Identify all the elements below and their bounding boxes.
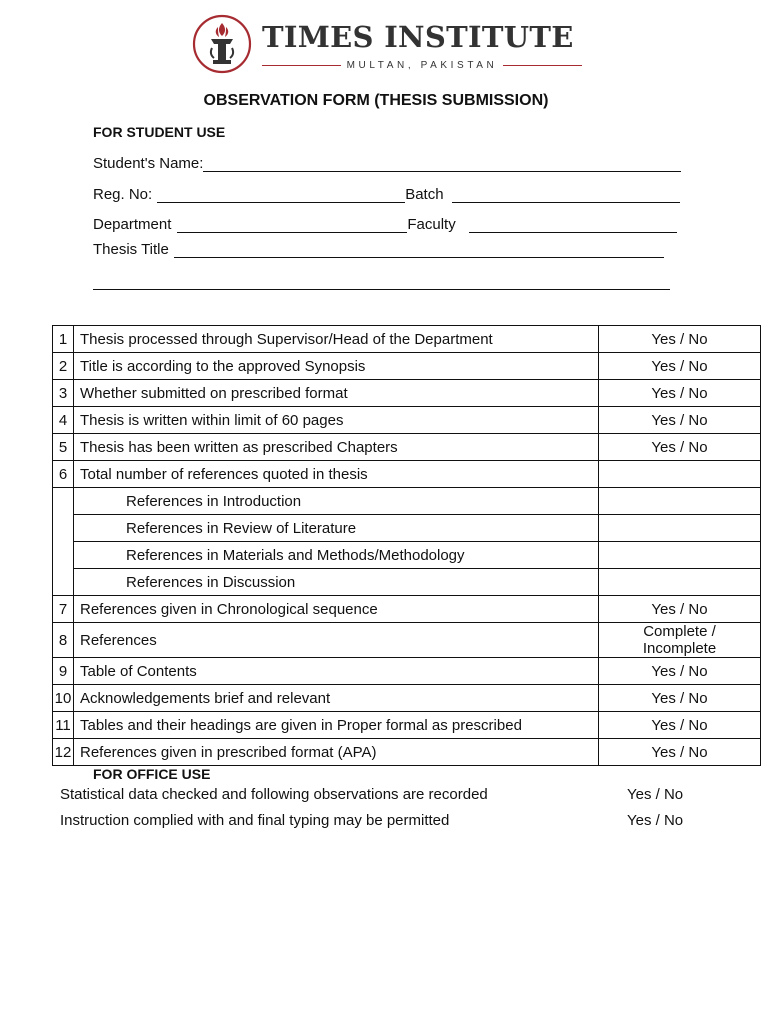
row-number: 10 (53, 685, 74, 712)
office-question: Statistical data checked and following observations are recorded (60, 786, 488, 803)
row-number: 7 (53, 596, 74, 623)
divider (262, 65, 341, 66)
row-answer[interactable]: Yes / No (599, 739, 761, 766)
row-item: Whether submitted on prescribed format (74, 380, 599, 407)
table-row (53, 461, 761, 488)
row-number: 8 (53, 623, 74, 658)
thesis-title-continuation-line[interactable] (93, 289, 670, 290)
faculty-label: Faculty (407, 216, 456, 233)
table-row (53, 515, 761, 542)
row-answer[interactable]: Yes / No (599, 434, 761, 461)
row-item: Table of Contents (74, 658, 599, 685)
table-row (53, 739, 761, 766)
office-answer[interactable]: Yes / No (627, 786, 684, 803)
form-title: OBSERVATION FORM (THESIS SUBMISSION) (203, 92, 549, 109)
department-input-line[interactable] (177, 220, 407, 233)
location-text: MULTAN, PAKISTAN (346, 59, 498, 71)
batch-input-line[interactable] (452, 190, 680, 203)
row-item: Total number of references quoted in thesis (74, 461, 599, 488)
reg-batch-field (93, 186, 680, 203)
row-item: References in Materials and Methods/Methodology (74, 542, 599, 569)
thesis-title-label: Thesis Title (93, 241, 169, 258)
row-answer[interactable] (599, 515, 761, 542)
row-item: References given in Chronological sequence (74, 596, 599, 623)
student-section-label: FOR STUDENT USE (93, 124, 226, 140)
row-item: Title is according to the approved Synopsis (74, 353, 599, 380)
office-answer[interactable]: Yes / No (627, 812, 684, 829)
torch-emblem-icon (192, 14, 252, 74)
row-item: References in Discussion (74, 569, 599, 596)
row-answer[interactable]: Yes / No (599, 407, 761, 434)
office-section-label: FOR OFFICE USE (93, 766, 211, 782)
table-row (53, 434, 761, 461)
row-answer[interactable]: Complete / Incomplete (599, 623, 761, 658)
row-item: Thesis processed through Supervisor/Head of the Department (74, 326, 599, 353)
row-answer[interactable] (599, 542, 761, 569)
table-row (53, 353, 761, 380)
reg-no-label: Reg. No: (93, 186, 153, 203)
row-answer[interactable] (599, 569, 761, 596)
row-item: Thesis has been written as prescribed Chapters (74, 434, 599, 461)
row-item: References in Review of Literature (74, 515, 599, 542)
row-number: 5 (53, 434, 74, 461)
table-row (53, 658, 761, 685)
row-answer[interactable]: Yes / No (599, 353, 761, 380)
table-row (53, 569, 761, 596)
row-number: 11 (53, 712, 74, 739)
row-number: 4 (53, 407, 74, 434)
row-answer[interactable]: Yes / No (599, 326, 761, 353)
office-question: Instruction complied with and final typing may be permitted (60, 812, 450, 829)
table-row (53, 712, 761, 739)
thesis-title-field (93, 241, 664, 258)
row-answer[interactable]: Yes / No (599, 658, 761, 685)
student-name-field[interactable] (93, 155, 681, 172)
row-number: 2 (53, 353, 74, 380)
faculty-input-line[interactable] (469, 220, 677, 233)
institute-name: TIMES INSTITUTE (262, 20, 574, 54)
reg-no-input-line[interactable] (157, 190, 405, 203)
row-item: References in Introduction (74, 488, 599, 515)
institute-logo (192, 14, 586, 74)
batch-label: Batch (405, 186, 444, 203)
row-number (53, 488, 74, 596)
thesis-title-input-line[interactable] (174, 245, 664, 258)
student-name-label: Student's Name: (93, 155, 204, 172)
row-item: References (74, 623, 599, 658)
row-item: Thesis is written within limit of 60 pages (74, 407, 599, 434)
table-row (53, 596, 761, 623)
department-faculty-field (93, 216, 677, 233)
student-name-input-line[interactable] (203, 159, 681, 172)
table-row (53, 407, 761, 434)
divider (503, 65, 582, 66)
row-item: References given in prescribed format (APA) (74, 739, 599, 766)
row-number: 12 (53, 739, 74, 766)
table-row (53, 623, 761, 658)
table-row (53, 488, 761, 515)
department-label: Department (93, 216, 172, 233)
row-answer[interactable]: Yes / No (599, 380, 761, 407)
table-row (53, 326, 761, 353)
institute-location (262, 58, 582, 72)
row-number: 1 (53, 326, 74, 353)
table-row (53, 685, 761, 712)
row-answer[interactable] (599, 461, 761, 488)
row-number: 9 (53, 658, 74, 685)
row-answer[interactable] (599, 488, 761, 515)
row-item: Acknowledgements brief and relevant (74, 685, 599, 712)
row-answer[interactable]: Yes / No (599, 685, 761, 712)
row-item: Tables and their headings are given in Proper formal as prescribed (74, 712, 599, 739)
row-answer[interactable]: Yes / No (599, 712, 761, 739)
table-row (53, 380, 761, 407)
row-number: 3 (53, 380, 74, 407)
row-number: 6 (53, 461, 74, 488)
thesis-checklist-table (52, 325, 761, 766)
table-row (53, 542, 761, 569)
row-answer[interactable]: Yes / No (599, 596, 761, 623)
